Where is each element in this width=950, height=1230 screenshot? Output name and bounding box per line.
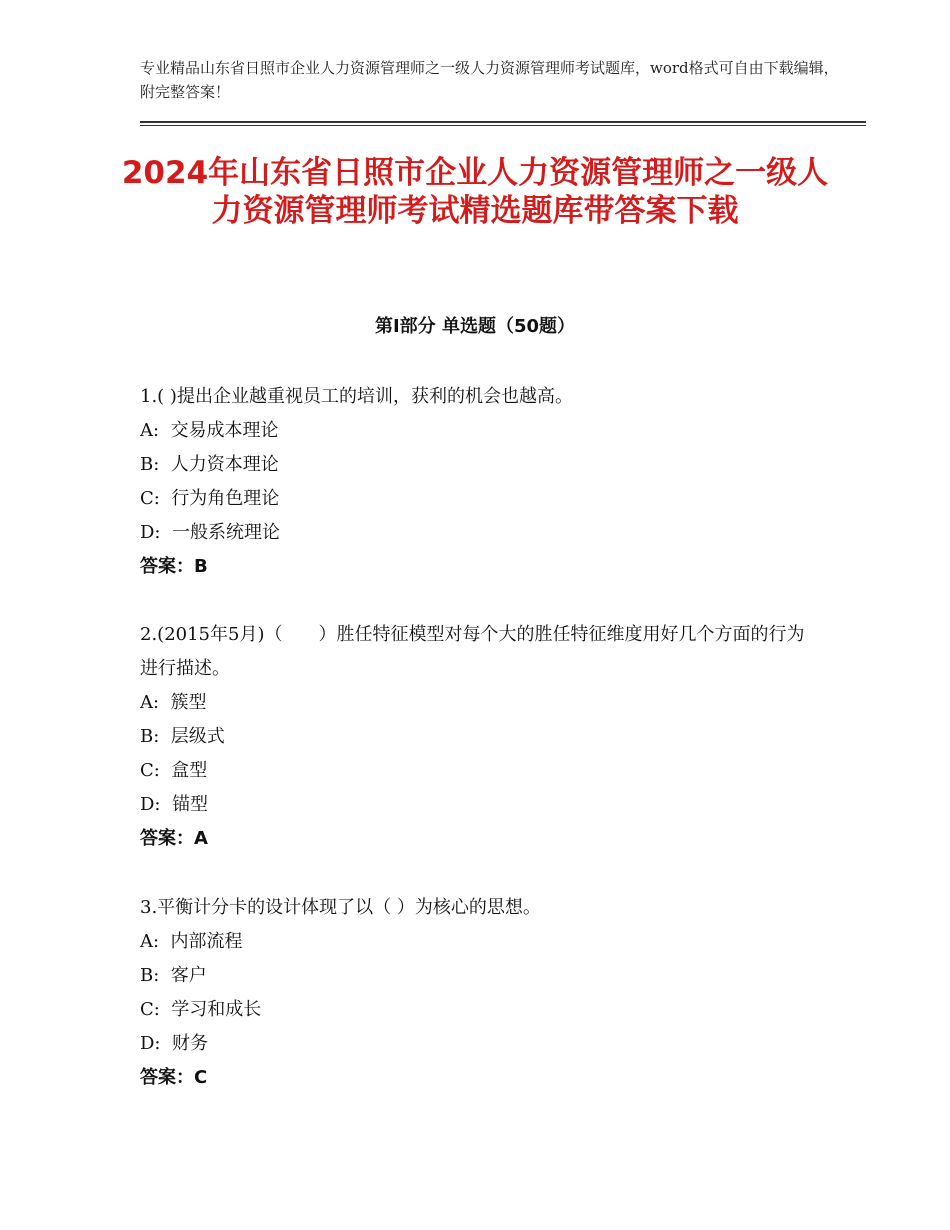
header-note: 专业精品山东省日照市企业人力资源管理师之一级人力资源管理师考试题库，word格式可自由下载编辑，附完整答案！ [140,59,839,101]
answer: 答案：C [140,1067,208,1088]
option-c: C: 学习和成长 [140,999,262,1020]
option-b: B: 人力资本理论 [140,454,279,475]
option-d: D: 财务 [140,1033,208,1054]
header-divider-thin [140,125,866,126]
option-d: D: 锚型 [140,794,208,815]
question-3 [140,891,820,1095]
answer: 答案：B [140,556,208,577]
option-b: B: 层级式 [140,726,225,747]
question-1 [140,380,820,584]
header-divider-thick [140,121,866,123]
question-stem: 2.(2015年5月)（ ）胜任特征模型对每个大的胜任特征维度用好几个方面的行为进行描述。 [140,624,805,679]
answer: 答案：A [140,828,208,849]
option-a: A: 簇型 [140,692,207,713]
option-a: A: 内部流程 [140,931,243,952]
option-b: B: 客户 [140,965,207,986]
question-stem: 1.( )提出企业越重视员工的培训，获利的机会也越高。 [140,386,573,407]
question-stem: 3.平衡计分卡的设计体现了以（ ）为核心的思想。 [140,897,541,918]
option-c: C: 行为角色理论 [140,488,280,509]
section-heading: 第Ⅰ部分 单选题（50题） [374,316,575,337]
option-a: A: 交易成本理论 [140,420,279,441]
document-title: 2024年山东省日照市企业人力资源管理师之一级人力资源管理师考试精选题库带答案下载 [121,155,829,229]
option-c: C: 盒型 [140,760,208,781]
question-2 [140,618,820,856]
option-d: D: 一般系统理论 [140,522,280,543]
